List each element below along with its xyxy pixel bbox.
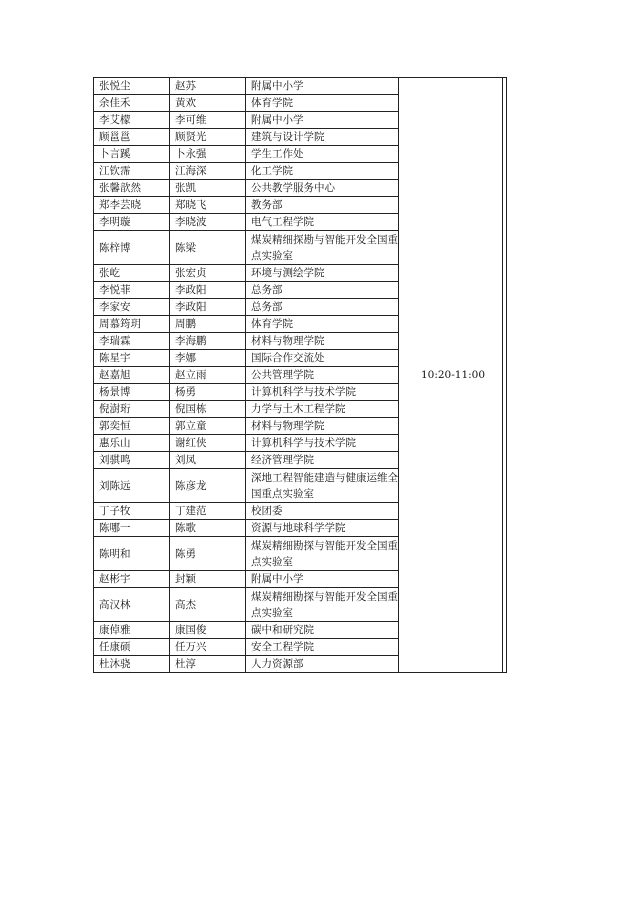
student-name-cell: 倪澍珩 (94, 401, 170, 418)
student-name-cell: 陈梓博 (94, 231, 170, 265)
roster-table (93, 77, 507, 673)
unit-cell: 煤炭精细勘探与智能开发全国重点实验室 (246, 588, 399, 622)
unit-cell: 计算机科学与技术学院 (246, 435, 399, 452)
student-name-cell: 杜沐骁 (94, 656, 170, 673)
unit-cell: 总务部 (246, 299, 399, 316)
parent-name-cell: 李娜 (170, 350, 246, 367)
parent-name-cell: 丁建范 (170, 503, 246, 520)
unit-cell: 总务部 (246, 282, 399, 299)
student-name-cell: 李瑞霖 (94, 333, 170, 350)
unit-cell: 公共教学服务中心 (246, 180, 399, 197)
time-slot-cell: 10:20-11:00 (399, 78, 503, 673)
student-name-cell: 刘骐鸣 (94, 452, 170, 469)
parent-name-cell: 张宏贞 (170, 265, 246, 282)
parent-name-cell: 赵立雨 (170, 367, 246, 384)
parent-name-cell: 陈歌 (170, 520, 246, 537)
unit-cell: 人力资源部 (246, 656, 399, 673)
empty-cell (503, 78, 507, 673)
parent-name-cell: 封颖 (170, 571, 246, 588)
unit-cell: 安全工程学院 (246, 639, 399, 656)
student-name-cell: 顾邕邕 (94, 129, 170, 146)
student-name-cell: 陈星宇 (94, 350, 170, 367)
unit-cell: 附属中小学 (246, 571, 399, 588)
unit-cell: 体育学院 (246, 95, 399, 112)
student-name-cell: 任康硕 (94, 639, 170, 656)
roster-body (94, 78, 507, 673)
student-name-cell: 李悦菲 (94, 282, 170, 299)
unit-cell: 煤炭精细勘探与智能开发全国重点实验室 (246, 537, 399, 571)
parent-name-cell: 郑晓飞 (170, 197, 246, 214)
parent-name-cell: 张凯 (170, 180, 246, 197)
table-row (94, 78, 507, 95)
unit-cell: 经济管理学院 (246, 452, 399, 469)
parent-name-cell: 李海鹏 (170, 333, 246, 350)
unit-cell: 校团委 (246, 503, 399, 520)
student-name-cell: 余佳禾 (94, 95, 170, 112)
parent-name-cell: 陈梁 (170, 231, 246, 265)
unit-cell: 深地工程智能建造与健康运维全国重点实验室 (246, 469, 399, 503)
parent-name-cell: 高杰 (170, 588, 246, 622)
unit-cell: 电气工程学院 (246, 214, 399, 231)
parent-name-cell: 陈勇 (170, 537, 246, 571)
parent-name-cell: 李可维 (170, 112, 246, 129)
parent-name-cell: 康国俊 (170, 622, 246, 639)
unit-cell: 学生工作处 (246, 146, 399, 163)
student-name-cell: 惠乐山 (94, 435, 170, 452)
student-name-cell: 杨景博 (94, 384, 170, 401)
parent-name-cell: 赵苏 (170, 78, 246, 95)
student-name-cell: 李家安 (94, 299, 170, 316)
student-name-cell: 康倬雅 (94, 622, 170, 639)
unit-cell: 材料与物理学院 (246, 333, 399, 350)
student-name-cell: 郑李芸晓 (94, 197, 170, 214)
student-name-cell: 赵嘉旭 (94, 367, 170, 384)
unit-cell: 环境与测绘学院 (246, 265, 399, 282)
parent-name-cell: 李政阳 (170, 282, 246, 299)
parent-name-cell: 黄欢 (170, 95, 246, 112)
unit-cell: 计算机科学与技术学院 (246, 384, 399, 401)
student-name-cell: 江钦霈 (94, 163, 170, 180)
unit-cell: 国际合作交流处 (246, 350, 399, 367)
student-name-cell: 李艾檬 (94, 112, 170, 129)
parent-name-cell: 顾贤光 (170, 129, 246, 146)
student-name-cell: 张屹 (94, 265, 170, 282)
student-name-cell: 卜言蹊 (94, 146, 170, 163)
parent-name-cell: 李晓波 (170, 214, 246, 231)
student-name-cell: 丁子牧 (94, 503, 170, 520)
unit-cell: 公共管理学院 (246, 367, 399, 384)
student-name-cell: 陈哪一 (94, 520, 170, 537)
unit-cell: 附属中小学 (246, 78, 399, 95)
parent-name-cell: 陈彦龙 (170, 469, 246, 503)
parent-name-cell: 倪国栋 (170, 401, 246, 418)
parent-name-cell: 李政阳 (170, 299, 246, 316)
unit-cell: 化工学院 (246, 163, 399, 180)
student-name-cell: 赵彬宇 (94, 571, 170, 588)
unit-cell: 教务部 (246, 197, 399, 214)
unit-cell: 材料与物理学院 (246, 418, 399, 435)
parent-name-cell: 杜淳 (170, 656, 246, 673)
student-name-cell: 张馨歆然 (94, 180, 170, 197)
parent-name-cell: 周鹏 (170, 316, 246, 333)
student-name-cell: 刘陈远 (94, 469, 170, 503)
parent-name-cell: 江海深 (170, 163, 246, 180)
student-name-cell: 张悦尘 (94, 78, 170, 95)
unit-cell: 附属中小学 (246, 112, 399, 129)
parent-name-cell: 杨勇 (170, 384, 246, 401)
parent-name-cell: 谢红侠 (170, 435, 246, 452)
parent-name-cell: 郭立童 (170, 418, 246, 435)
unit-cell: 力学与土木工程学院 (246, 401, 399, 418)
student-name-cell: 李明璇 (94, 214, 170, 231)
student-name-cell: 高汉林 (94, 588, 170, 622)
unit-cell: 煤炭精细探勘与智能开发全国重点实验室 (246, 231, 399, 265)
parent-name-cell: 任万兴 (170, 639, 246, 656)
unit-cell: 建筑与设计学院 (246, 129, 399, 146)
unit-cell: 碳中和研究院 (246, 622, 399, 639)
parent-name-cell: 卜永强 (170, 146, 246, 163)
student-name-cell: 周慕筠玥 (94, 316, 170, 333)
unit-cell: 资源与地球科学学院 (246, 520, 399, 537)
parent-name-cell: 刘凤 (170, 452, 246, 469)
student-name-cell: 郭奕恒 (94, 418, 170, 435)
student-name-cell: 陈明和 (94, 537, 170, 571)
unit-cell: 体育学院 (246, 316, 399, 333)
